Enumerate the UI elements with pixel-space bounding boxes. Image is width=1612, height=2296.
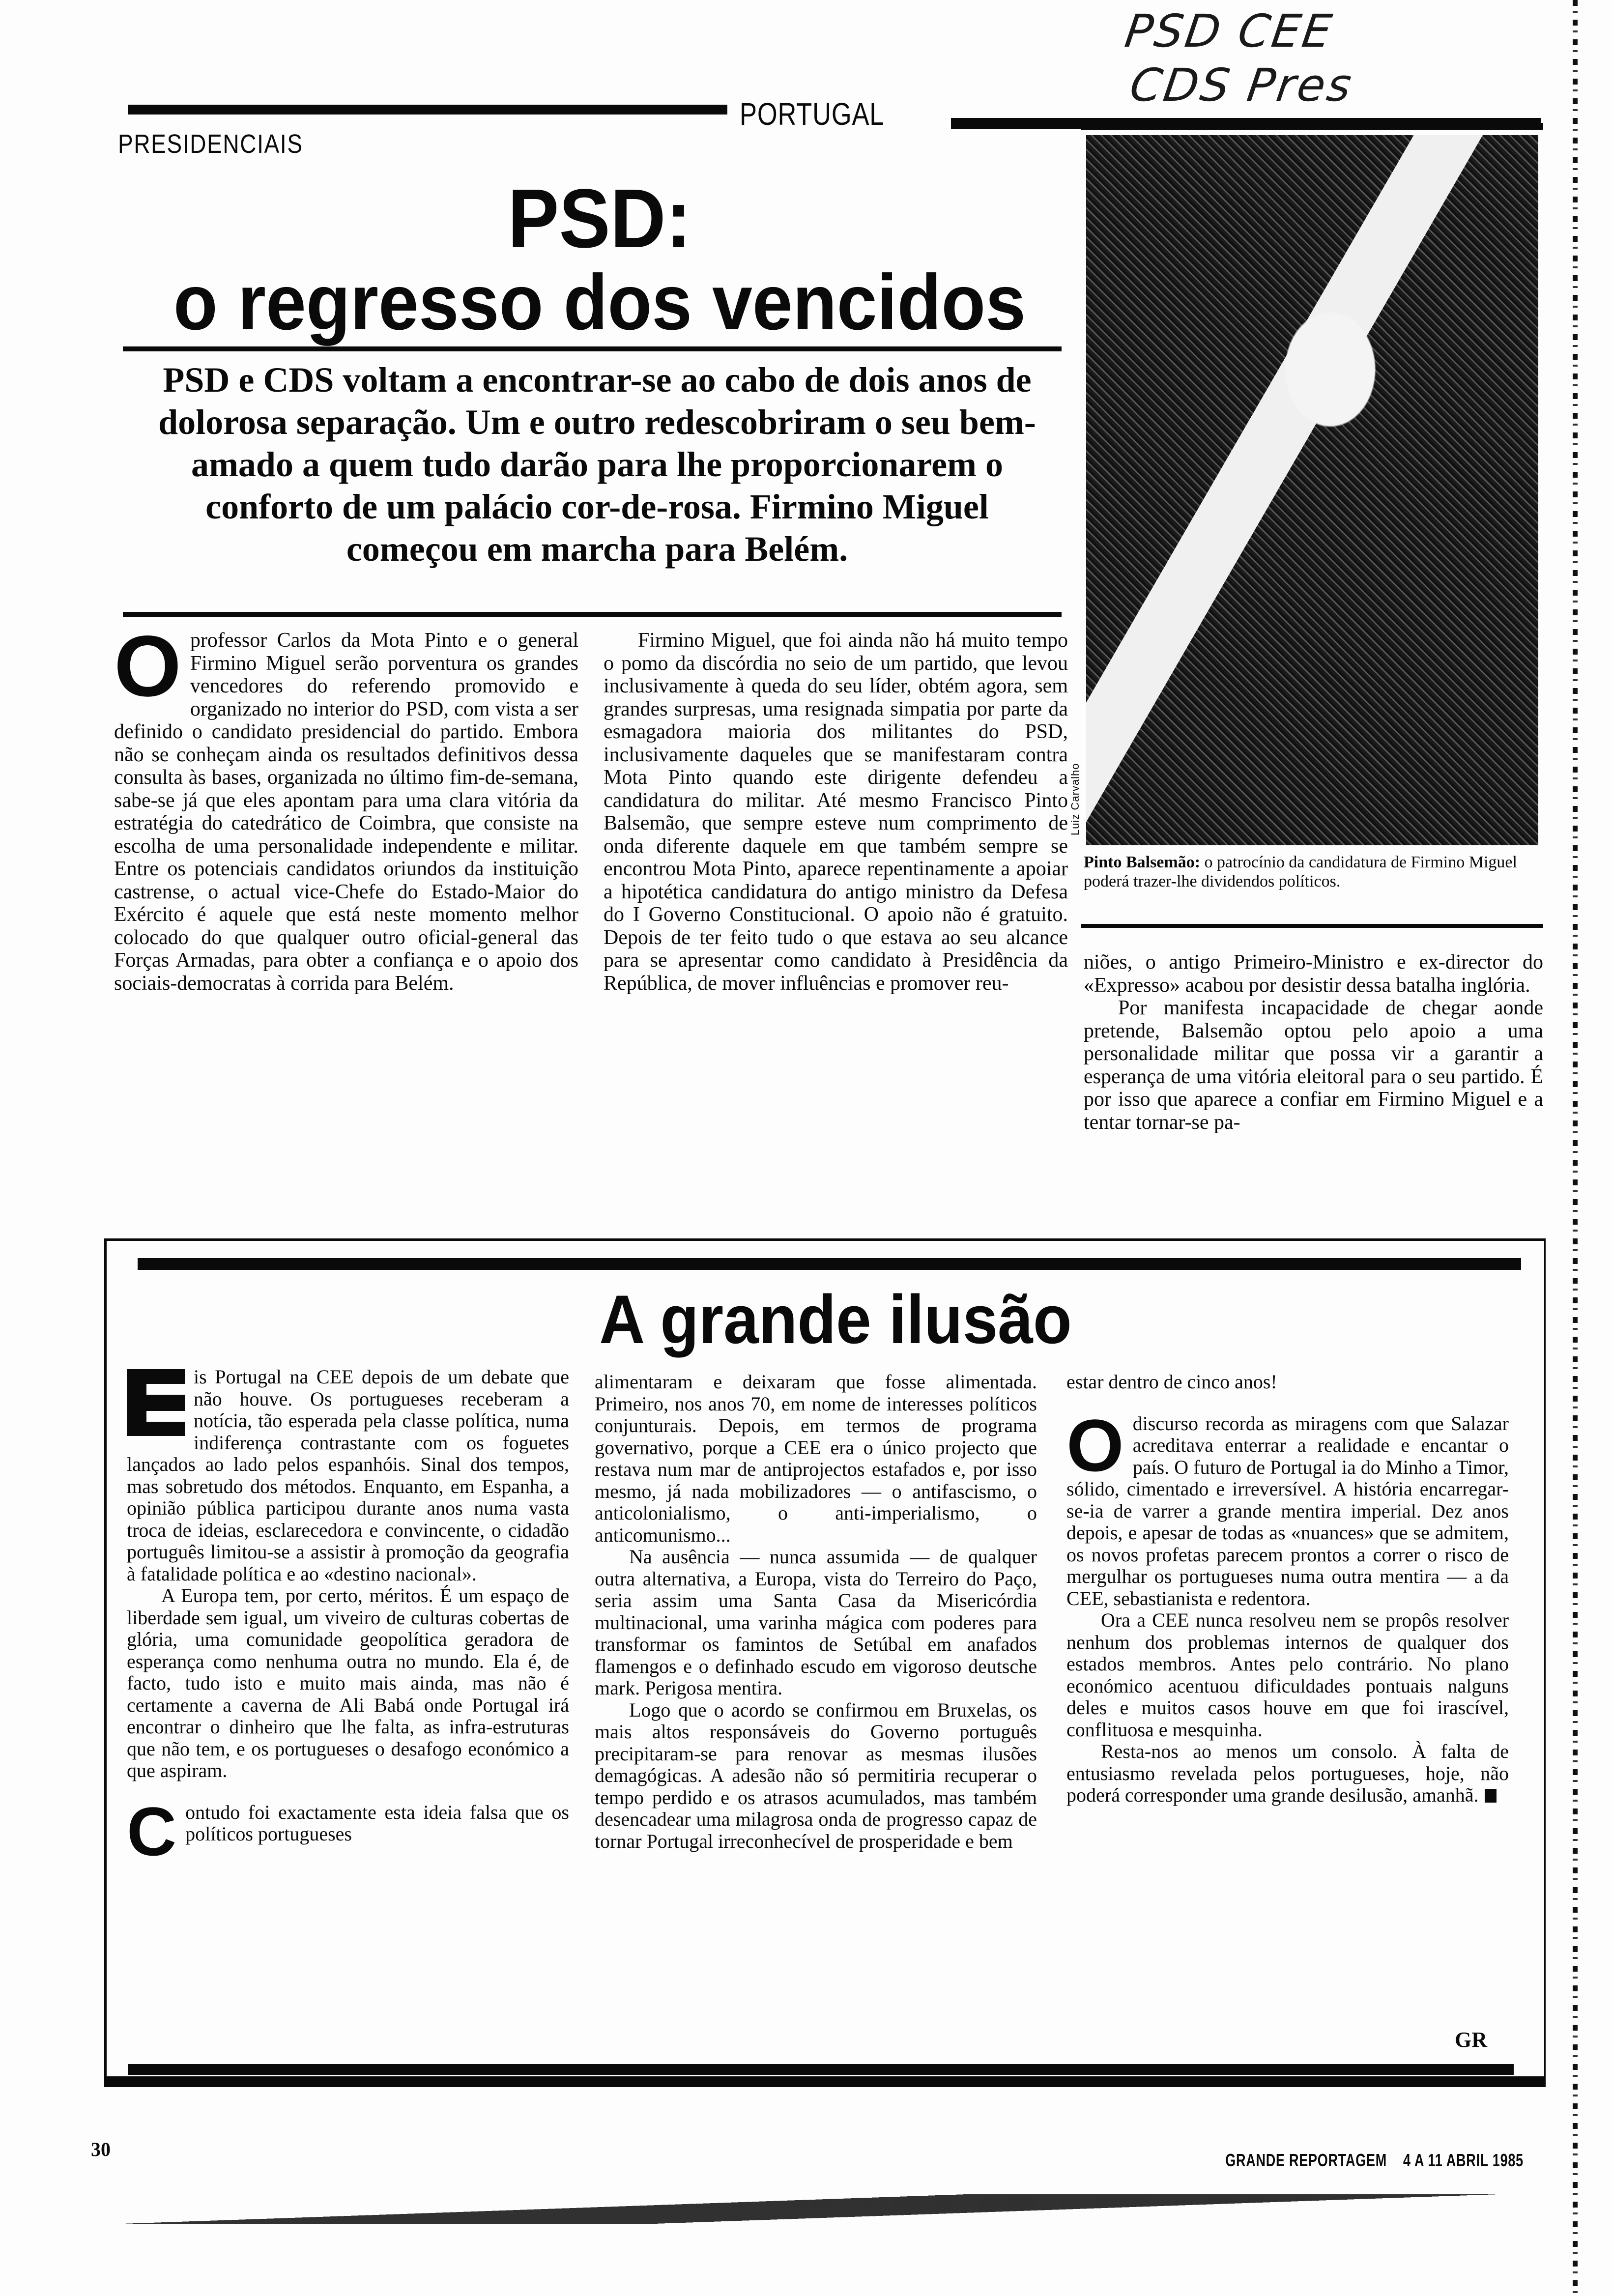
issue-date: 4 A 11 ABRIL 1985 — [1403, 2150, 1524, 2170]
article2-column-1 — [127, 1366, 569, 1870]
page-number: 30 — [91, 2138, 111, 2160]
article1-column-1 — [114, 618, 578, 995]
article2-column-2 — [595, 1371, 1037, 1852]
caption-text: o patrocínio da candidatura de Firmino Miguel poderá trazer-lhe dividendos políticos. — [1084, 853, 1517, 890]
publication-name: GRANDE REPORTAGEM — [1225, 2150, 1387, 2170]
article2-col3-p1: estar dentro de cinco anos! — [1066, 1371, 1277, 1393]
section-label: PORTUGAL — [740, 96, 885, 132]
dropcap-c: C — [127, 1792, 177, 1870]
article1-deck: PSD e CDS voltam a encontrar-se ao cabo de dois anos de dolorosa separação. Um e outro redescobriram o seu bem-amado a quem tudo darão para lhe proporcionarem o conforto de um palácio cor-de-rosa. Firmino Miguel começou em marcha para Belém. — [158, 360, 1036, 569]
caption-subject: Pinto Balsemão: — [1084, 853, 1201, 871]
article2-col3-p2-wrap — [1066, 1404, 1509, 1610]
photo-credit: Luiz Carvalho — [1069, 763, 1081, 835]
article2-col3-p4: Resta-nos ao menos um consolo. À falta de entusiasmo revelada pelos portugueses, hoje, não poderá corresponder uma grande desilusão, amanhã. — [1066, 1740, 1509, 1806]
handwritten-note-line1: PSD CEE — [1122, 5, 1337, 57]
article2-col3-p2: discurso recorda as miragens com que Salazar acreditava enterrar a realidade e encantar o país. O futuro de Portugal ia do Minho a Timor, sólido, cimentado e irreversível. A história encarregar-se-ia de varrer a grande mentira imperial. Dez anos depois, e apesar de todas as «nuances» que se admitem, os novos profetas parecem prontos a correr o risco de mergulhar os portugueses numa outra mentira — a da CEE, sebastianista e redentora. — [1066, 1412, 1509, 1609]
photo-caption — [1084, 853, 1543, 891]
article2-rule-bottom — [128, 2064, 1514, 2075]
article1-col2-text: Firmino Miguel, que foi ainda não há muito tempo o pomo da discórdia no seio de um partido, que levou inclusivamente à queda do seu líder, obtém agora, sem grandes surpresas, uma resignada simpatia por parte da esmagadora maioria dos militantes do PSD, inclusivamente daqueles que se manifestaram contra Mota Pinto quando este dirigente defendeu a candidatura do militar. Até mesmo Francisco Pinto Balsemão, que sempre esteve num comprimento de onda diferente daquele em que também sempre se encontrou Mota Pinto, aparece repentinamente a apoiar a hipotética candidatura do antigo ministro da Defesa do I Governo Constitucional. O apoio não é gratuito. Depois de ter feito tudo o que estava ao seu alcance para se apresentar como candidato à Presidência da República, de mover influências e promover reu- — [604, 629, 1068, 995]
article2-headline: A grande ilusão — [599, 1281, 1072, 1358]
article2-col1-p3-wrap — [127, 1792, 569, 1870]
article2-col3-p4-wrap — [1066, 1741, 1509, 1807]
article1-column-2 — [604, 629, 1068, 995]
scan-edge — [1573, 0, 1578, 2296]
portrait-photo — [1086, 135, 1538, 845]
article2-column-3 — [1066, 1371, 1509, 1807]
caption-rule — [1081, 924, 1543, 928]
deck-rule-bottom — [123, 612, 1062, 617]
author-signature: GR — [1455, 2028, 1487, 2052]
article1-col1-text: professor Carlos da Mota Pinto e o general Firmino Miguel serão porventura os grandes vencedores do referendo promovido e organizado no interior do PSD, com vista a ser definido o candidato presidencial do partido. Embora não se conheçam ainda os resultados definitivos dessa consulta às bases, organizada no último fim-de-semana, sabe-se já que eles apontam para uma clara vitória da estratégia do catedrático de Coimbra, que consiste na escolha de uma personalidade independente e militar. Entre os potenciais candidatos oriundos da instituição castrense, o actual vice-Chefe do Estado-Maior do Exército é aquele que está neste momento melhor colocado do que qualquer outro oficial-general das Forças Armadas, para obter a confiança e o apoio dos sociais-democratas à corrida para Belém. — [114, 629, 578, 995]
article2-col3-p3: Ora a CEE nunca resolveu nem se propôs resolver nenhum dos problemas internos de qualquer dos estados membros. Antes pelo contrário. No plano económico acentuou dificuldades pontuais nalguns deles e muitos casos houve em que foi irascível, conflituosa e mesquinha. — [1066, 1609, 1509, 1741]
footer-publication — [1225, 2150, 1524, 2171]
deck-rule-top — [123, 346, 1062, 351]
article2-col2-p3: Logo que o acordo se confirmou em Bruxelas, os mais altos responsáveis do Governo português precipitaram-se para renovar as mesmas ilusões demagógicas. A adesão não só permitiria recuperar o tempo perdido e os atrasos acumulados, mas também desencadear uma milagrosa onda de progresso capaz de tornar Portugal irreconhecível de prosperidade e bem — [595, 1698, 1037, 1852]
handwritten-note-line2: CDS Pres — [1126, 59, 1357, 112]
article1-column-3 — [1084, 951, 1543, 1134]
article2-col1-p3: ontudo foi exactamente esta ideia falsa que os políticos portugueses — [185, 1801, 569, 1845]
article2-col2-p2: Na ausência — nunca assumida — de qualquer outra alternativa, a Europa, vista do Terreiro do Paço, seria assim uma Santa Casa da Misericórdia multinacional, uma varinha mágica com poderes para transformar os famintos de Setúbal em anafados flamengos e o definhado escudo em vigoroso deutsche mark. Perigosa mentira. — [595, 1546, 1037, 1699]
article2-col1-p2: A Europa tem, por certo, méritos. É um espaço de liberdade sem igual, um viveiro de culturas cobertas de glória, uma comunidade geopolítica geradora de esperança como nenhuma outra no mundo. Ela é, de facto, tudo isto e muito mais ainda, mas não é certamente a caverna de Ali Babá onde Portugal irá encontrar o dinheiro que lhe falta, as infra-estruturas que não tem, e os portugueses o desafogo económico a que aspiram. — [127, 1584, 569, 1781]
article1-col3-p2: Por manifesta incapacidade de chegar aonde pretende, Balsemão optou pelo apoio a uma personalidade militar que possa vir a garantir a esperança de uma vitória eleitoral para o seu partido. É por isso que aparece a confiar em Firmino Miguel e a tentar tornar-se pa- — [1084, 997, 1543, 1134]
article1-headline-line2: o regresso dos vencidos — [173, 258, 1026, 346]
photo-rule-top — [1081, 123, 1543, 130]
end-mark-icon — [1485, 1789, 1497, 1803]
dropcap-o2: O — [1066, 1404, 1124, 1487]
scan-smudge — [0, 2194, 1573, 2224]
article2-col1-p1: is Portugal na CEE depois de um debate que não houve. Os portugueses receberam a notícia, tão esperada pela classe política, numa indiferença contrastante com os foguetes lançados ao lado pelos espanhóis. Sinal dos tempos, mas sobretudo dos métodos. Enquanto, em Espanha, a opinião pública participou durante anos numa vasta troca de ideias, esclarecedora e convincente, o cidadão português limitou-se a assistir à promoção da geografia à fatalidade política e ao «destino nacional». — [127, 1366, 569, 1585]
article1-col3-p1: niões, o antigo Primeiro-Ministro e ex-director do «Expresso» acabou por desistir dessa batalha inglória. — [1084, 951, 1543, 997]
section-rule-left — [128, 105, 727, 115]
dropcap-e — [127, 1369, 185, 1436]
kicker-label: PRESIDENCIAIS — [118, 129, 303, 159]
dropcap-o: O — [114, 618, 181, 715]
article2-col2-p1: alimentaram e deixaram que fosse alimentada. Primeiro, nos anos 70, em nome de interesses políticos conjunturais. Depois, em termos de programa governativo, porque a CEE era o único projecto que restava num mar de antiprojectos estafados e, por isso mesmo, já nada mobilizadores — o antifascismo, o anticolonialismo, o anti-imperialismo, o anticomunismo... — [595, 1371, 1037, 1546]
article1-headline-line1: PSD: — [508, 172, 691, 265]
article2-rule-top — [138, 1258, 1521, 1270]
